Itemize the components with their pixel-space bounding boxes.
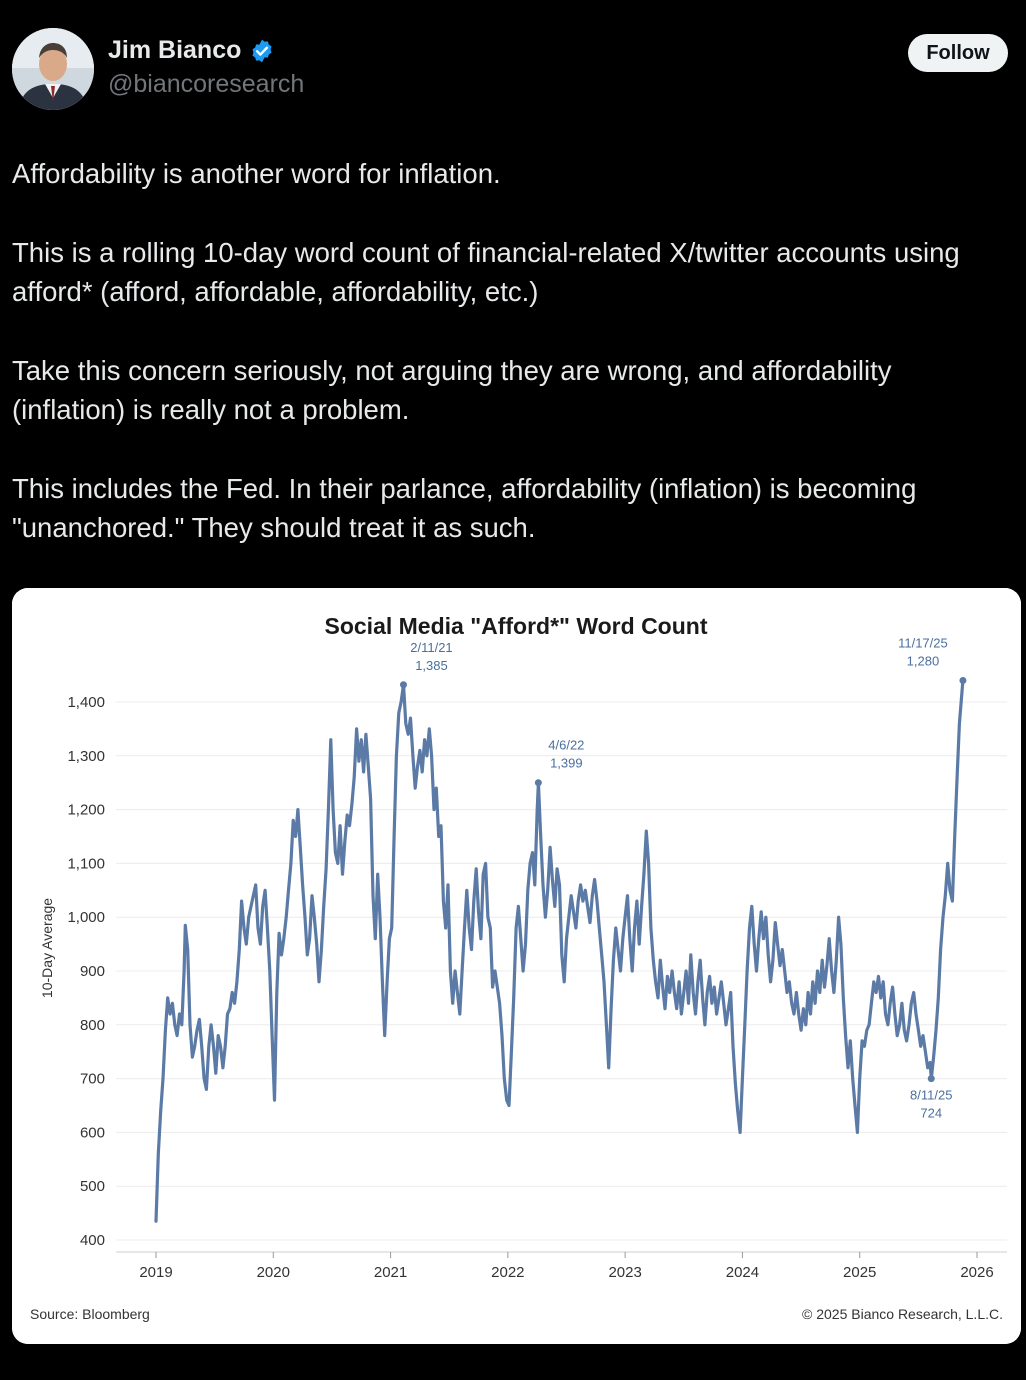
y-tick-label: 1,100 xyxy=(67,855,105,873)
post-paragraph: Affordability is another word for inflation. xyxy=(12,158,501,189)
x-tick-label: 2023 xyxy=(608,1264,642,1281)
annotation-value: 1,280 xyxy=(906,653,940,669)
y-tick-label: 500 xyxy=(79,1178,105,1196)
avatar-icon xyxy=(12,28,94,110)
chart-title: Social Media "Afford*" Word Count xyxy=(324,613,708,639)
annotation-date: 2/11/21 xyxy=(410,639,453,655)
line-chart xyxy=(12,588,1021,1344)
chart-image[interactable] xyxy=(12,588,1021,1344)
chart-background xyxy=(12,588,1021,1344)
annotation-value: 724 xyxy=(920,1105,943,1121)
annotation-value: 1,399 xyxy=(550,755,583,771)
chart-source: Source: Bloomberg xyxy=(30,1306,150,1322)
annotation-marker xyxy=(535,779,542,786)
follow-button[interactable]: Follow xyxy=(908,34,1008,72)
post-paragraph: This includes the Fed. In their parlance, affordability (inflation) is becoming "unanchored." They should treat it as such. xyxy=(12,472,917,543)
annotation-value: 1,385 xyxy=(415,657,448,673)
annotation-marker xyxy=(928,1075,935,1082)
y-tick-label: 400 xyxy=(79,1232,105,1249)
y-tick-label: 800 xyxy=(79,1016,105,1034)
annotation-date: 11/17/25 xyxy=(898,635,948,651)
author-name-row xyxy=(108,36,275,65)
x-tick-label: 2025 xyxy=(843,1264,877,1281)
x-tick-label: 2022 xyxy=(491,1264,525,1281)
x-tick-label: 2026 xyxy=(960,1264,994,1281)
annotation-marker xyxy=(959,677,966,684)
author-name[interactable]: Jim Bianco xyxy=(108,36,242,64)
y-tick-label: 1,200 xyxy=(67,801,105,819)
y-tick-label: 1,300 xyxy=(67,747,105,765)
avatar[interactable] xyxy=(12,28,94,110)
y-tick-label: 1,400 xyxy=(67,694,105,711)
x-tick-label: 2021 xyxy=(373,1264,408,1281)
y-tick-label: 1,000 xyxy=(67,909,105,927)
y-axis-label: 10-Day Average xyxy=(39,897,55,999)
y-tick-label: 700 xyxy=(79,1070,105,1088)
post-paragraph: This is a rolling 10-day word count of financial-related X/twitter accounts using afford* (afford, affordable, affordability, etc.) xyxy=(12,236,960,307)
y-tick-label: 600 xyxy=(79,1124,105,1142)
x-tick-label: 2024 xyxy=(725,1264,760,1281)
x-tick-label: 2019 xyxy=(139,1264,173,1281)
annotation-date: 4/6/22 xyxy=(548,737,585,753)
chart-copyright: © 2025 Bianco Research, L.L.C. xyxy=(802,1306,1003,1322)
y-tick-label: 900 xyxy=(79,963,105,980)
author-handle[interactable]: @biancoresearch xyxy=(108,70,305,98)
annotation-date: 8/11/25 xyxy=(910,1087,953,1103)
x-tick-label: 2020 xyxy=(256,1264,290,1281)
post-paragraph: Take this concern seriously, not arguing they are wrong, and affordability (inflation) is really not a problem. xyxy=(12,354,892,425)
verified-badge-icon xyxy=(249,38,275,64)
annotation-marker xyxy=(400,681,407,688)
post-text xyxy=(12,154,1012,548)
